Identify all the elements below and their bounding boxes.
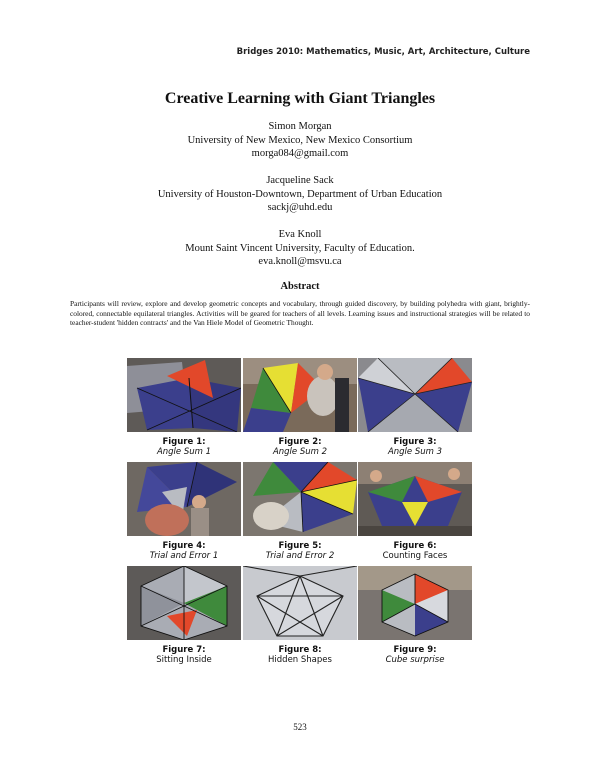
- figure-3-photo: [358, 358, 472, 432]
- figure-caption: Trial and Error 2: [265, 551, 335, 561]
- figure-9: [358, 566, 472, 665]
- figure-caption: Trial and Error 1: [149, 551, 219, 561]
- figure-1: [127, 358, 241, 457]
- figure-label: Figure 5:: [278, 541, 322, 551]
- figure-label: Figure 4:: [162, 541, 206, 551]
- figure-1-photo: [127, 358, 241, 432]
- figure-7-photo: [127, 566, 241, 640]
- figure-9-photo: [358, 566, 472, 640]
- figure-4: [127, 462, 241, 561]
- figure-8-photo: [243, 566, 357, 640]
- figure-label: Figure 8:: [278, 645, 322, 655]
- figure-caption: Angle Sum 2: [272, 447, 328, 457]
- running-head: Bridges 2010: Mathematics, Music, Art, Architecture, Culture: [236, 47, 530, 57]
- author-affiliation: Mount Saint Vincent University, Faculty of Education.: [185, 242, 415, 254]
- figure-7: [127, 566, 241, 665]
- figure-2-photo: [243, 358, 357, 432]
- figure-2: [243, 358, 357, 457]
- abstract-heading: Abstract: [280, 281, 320, 292]
- figure-3: [358, 358, 472, 457]
- author-name: Jacqueline Sack: [266, 175, 334, 186]
- figure-8: [243, 566, 357, 665]
- author-email[interactable]: morga084@gmail.com: [251, 148, 349, 159]
- figure-caption: Hidden Shapes: [268, 655, 332, 665]
- author-block-3: [0, 228, 600, 269]
- figure-caption: Angle Sum 3: [387, 447, 443, 457]
- author-name: Eva Knoll: [278, 229, 322, 240]
- figure-label: Figure 3:: [393, 437, 437, 447]
- figure-5: [243, 462, 357, 561]
- figure-label: Figure 6:: [393, 541, 437, 551]
- author-name: Simon Morgan: [268, 121, 332, 132]
- figure-label: Figure 2:: [278, 437, 322, 447]
- paper-title: Creative Learning with Giant Triangles: [164, 90, 436, 107]
- figure-4-photo: [127, 462, 241, 536]
- figure-6-photo: [358, 462, 472, 536]
- author-block-1: [0, 120, 600, 161]
- figure-caption: Sitting Inside: [156, 655, 212, 665]
- page-number: 523: [293, 722, 307, 732]
- figure-caption: Counting Faces: [382, 551, 448, 561]
- author-email[interactable]: sackj@uhd.edu: [267, 202, 333, 213]
- figure-6: [358, 462, 472, 561]
- author-block-2: [0, 174, 600, 215]
- figure-5-photo: [243, 462, 357, 536]
- figure-label: Figure 9:: [393, 645, 437, 655]
- figure-label: Figure 1:: [162, 437, 206, 447]
- author-email[interactable]: eva.knoll@msvu.ca: [258, 256, 342, 267]
- figure-caption: Angle Sum 1: [156, 447, 212, 457]
- author-affiliation: University of New Mexico, New Mexico Consortium: [187, 134, 413, 146]
- abstract-text: Participants will review, explore and develop geometric concepts and vocabulary, through guided discovery, by building polyhedra with giant, brightly-colored, connectable equilateral triangles. Activities will be geared for teachers of all levels. Learning issues and instructional strategies will be related to teacher-student 'hidden contracts' and the Van Hiele Model of Geometric Thought.: [70, 299, 530, 328]
- author-affiliation: University of Houston-Downtown, Department of Urban Education: [157, 188, 443, 200]
- figure-caption: Cube surprise: [385, 655, 445, 665]
- figure-label: Figure 7:: [162, 645, 206, 655]
